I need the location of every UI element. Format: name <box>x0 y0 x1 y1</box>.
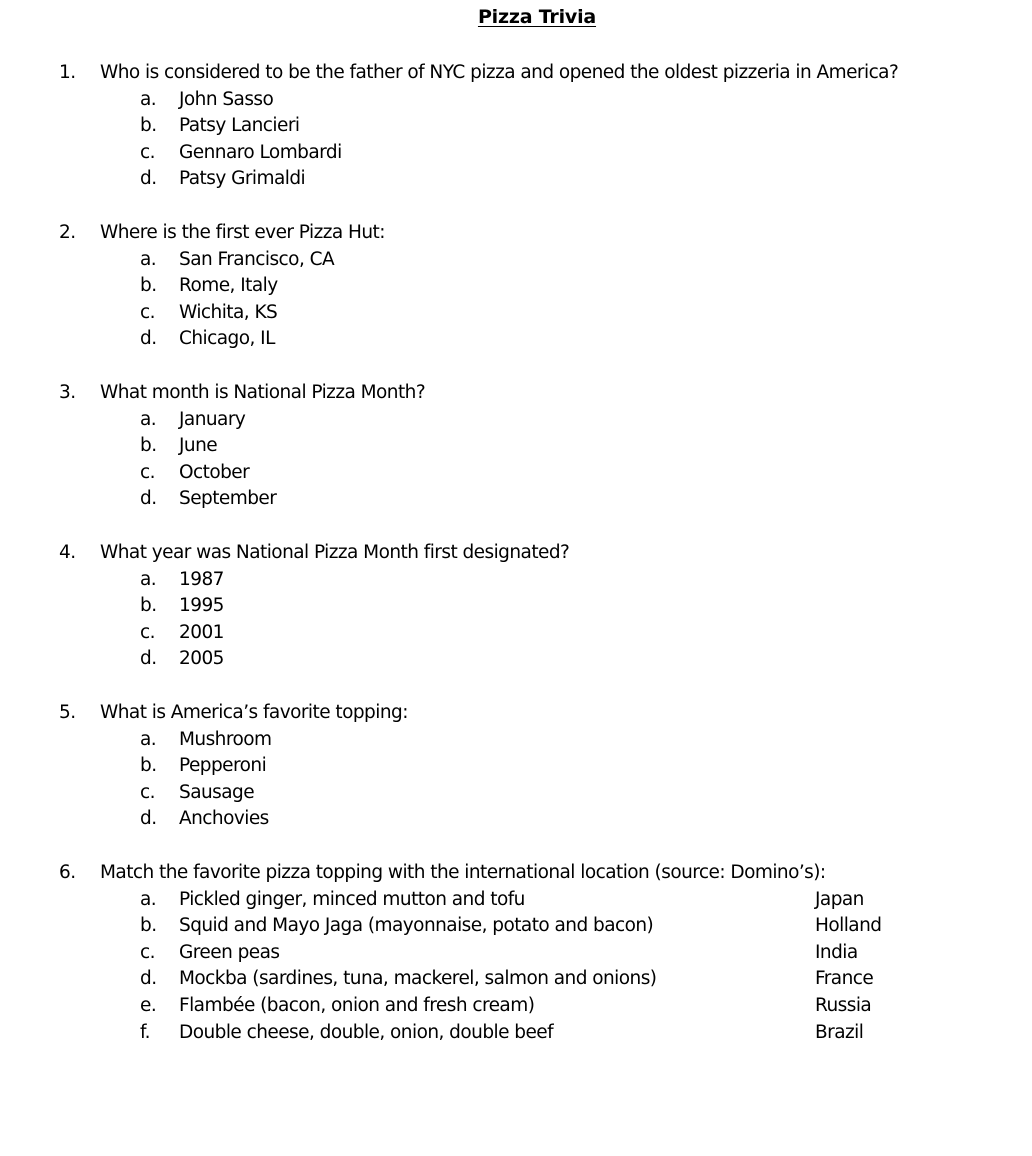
question-3 <box>59 380 1029 513</box>
question-number: 5. <box>59 702 76 723</box>
option-text: Sausage <box>179 781 255 803</box>
answer-option <box>59 727 1029 754</box>
topping-text: Double cheese, double, onion, double beef <box>179 1021 554 1043</box>
option-text: Chicago, IL <box>179 328 275 350</box>
answer-option <box>59 113 1029 140</box>
option-letter: c. <box>140 941 155 963</box>
option-text: Mushroom <box>179 728 272 750</box>
answer-option <box>59 300 1029 327</box>
answer-option <box>59 753 1029 780</box>
match-option <box>59 1020 1029 1047</box>
question-line <box>59 700 1029 727</box>
answer-option <box>59 140 1029 167</box>
option-text: October <box>179 461 250 483</box>
option-text: 1995 <box>179 595 224 617</box>
option-letter: b. <box>140 595 157 617</box>
topping-text: Mockba (sardines, tuna, mackerel, salmon and onions) <box>179 968 657 990</box>
answer-option <box>59 593 1029 620</box>
question-number: 2. <box>59 222 76 243</box>
question-line <box>59 540 1029 567</box>
question-text: What year was National Pizza Month first designated? <box>100 542 570 563</box>
option-text: Wichita, KS <box>179 301 278 323</box>
option-text: September <box>179 488 277 510</box>
match-option <box>59 913 1029 940</box>
answer-option <box>59 806 1029 833</box>
option-text: January <box>179 408 246 430</box>
location-text: Russia <box>815 994 872 1016</box>
option-letter: a. <box>140 888 157 910</box>
question-line <box>59 220 1029 247</box>
answer-option <box>59 780 1029 807</box>
option-text: Gennaro Lombardi <box>179 141 342 163</box>
question-text: What month is National Pizza Month? <box>100 382 426 403</box>
option-text: 2001 <box>179 621 224 643</box>
question-text: What is America’s favorite topping: <box>100 702 408 723</box>
answer-option <box>59 620 1029 647</box>
match-option <box>59 887 1029 914</box>
answer-option <box>59 646 1029 673</box>
option-letter: e. <box>140 994 157 1016</box>
match-option <box>59 993 1029 1020</box>
answer-option <box>59 433 1029 460</box>
question-text: Where is the first ever Pizza Hut: <box>100 222 385 243</box>
option-letter: a. <box>140 248 157 270</box>
topping-text: Flambée (bacon, onion and fresh cream) <box>179 994 535 1016</box>
question-text: Match the favorite pizza topping with the international location (source: Domino’s): <box>100 862 826 883</box>
option-letter: b. <box>140 755 157 777</box>
answer-option <box>59 247 1029 274</box>
option-letter: c. <box>140 621 155 643</box>
option-letter: d. <box>140 168 157 190</box>
option-letter: a. <box>140 88 157 110</box>
option-letter: f. <box>140 1021 150 1043</box>
option-text: Rome, Italy <box>179 275 278 297</box>
question-text: Who is considered to be the father of NYC pizza and opened the oldest pizzeria in America? <box>100 62 899 83</box>
page-title: Pizza Trivia <box>477 6 597 28</box>
topping-text: Green peas <box>179 941 280 963</box>
option-text: San Francisco, CA <box>179 248 335 270</box>
option-text: Patsy Grimaldi <box>179 168 306 190</box>
match-option <box>59 966 1029 993</box>
question-number: 3. <box>59 382 76 403</box>
question-4 <box>59 540 1029 673</box>
option-text: 1987 <box>179 568 224 590</box>
option-letter: c. <box>140 781 155 803</box>
question-5 <box>59 700 1029 833</box>
option-letter: d. <box>140 968 157 990</box>
answer-option <box>59 273 1029 300</box>
question-6 <box>59 860 1029 1046</box>
option-letter: a. <box>140 568 157 590</box>
option-letter: d. <box>140 808 157 830</box>
location-text: Brazil <box>815 1021 864 1043</box>
topping-text: Pickled ginger, minced mutton and tofu <box>179 888 525 910</box>
match-option <box>59 940 1029 967</box>
option-letter: d. <box>140 488 157 510</box>
topping-text: Squid and Mayo Jaga (mayonnaise, potato and bacon) <box>179 915 654 937</box>
question-line <box>59 860 1029 887</box>
option-text: Anchovies <box>179 808 269 830</box>
location-text: Japan <box>815 888 864 910</box>
option-letter: b. <box>140 275 157 297</box>
answer-option <box>59 567 1029 594</box>
question-number: 4. <box>59 542 76 563</box>
answer-option <box>59 407 1029 434</box>
answer-option <box>59 460 1029 487</box>
option-text: John Sasso <box>179 88 274 110</box>
option-letter: b. <box>140 435 157 457</box>
answer-option <box>59 326 1029 353</box>
option-letter: b. <box>140 915 157 937</box>
location-text: Holland <box>815 915 882 937</box>
location-text: France <box>815 968 874 990</box>
question-number: 1. <box>59 62 76 83</box>
option-letter: c. <box>140 301 155 323</box>
option-letter: b. <box>140 115 157 137</box>
question-2 <box>59 220 1029 353</box>
question-1 <box>59 60 1029 193</box>
option-letter: d. <box>140 648 157 670</box>
option-text: June <box>179 435 218 457</box>
answer-option <box>59 87 1029 114</box>
option-letter: a. <box>140 728 157 750</box>
option-letter: a. <box>140 408 157 430</box>
location-text: India <box>815 941 858 963</box>
option-text: Pepperoni <box>179 755 267 777</box>
question-line <box>59 380 1029 407</box>
question-number: 6. <box>59 862 76 883</box>
option-letter: d. <box>140 328 157 350</box>
answer-option <box>59 166 1029 193</box>
option-letter: c. <box>140 461 155 483</box>
question-line <box>59 60 1029 87</box>
answer-option <box>59 486 1029 513</box>
option-text: 2005 <box>179 648 224 670</box>
option-letter: c. <box>140 141 155 163</box>
option-text: Patsy Lancieri <box>179 115 300 137</box>
